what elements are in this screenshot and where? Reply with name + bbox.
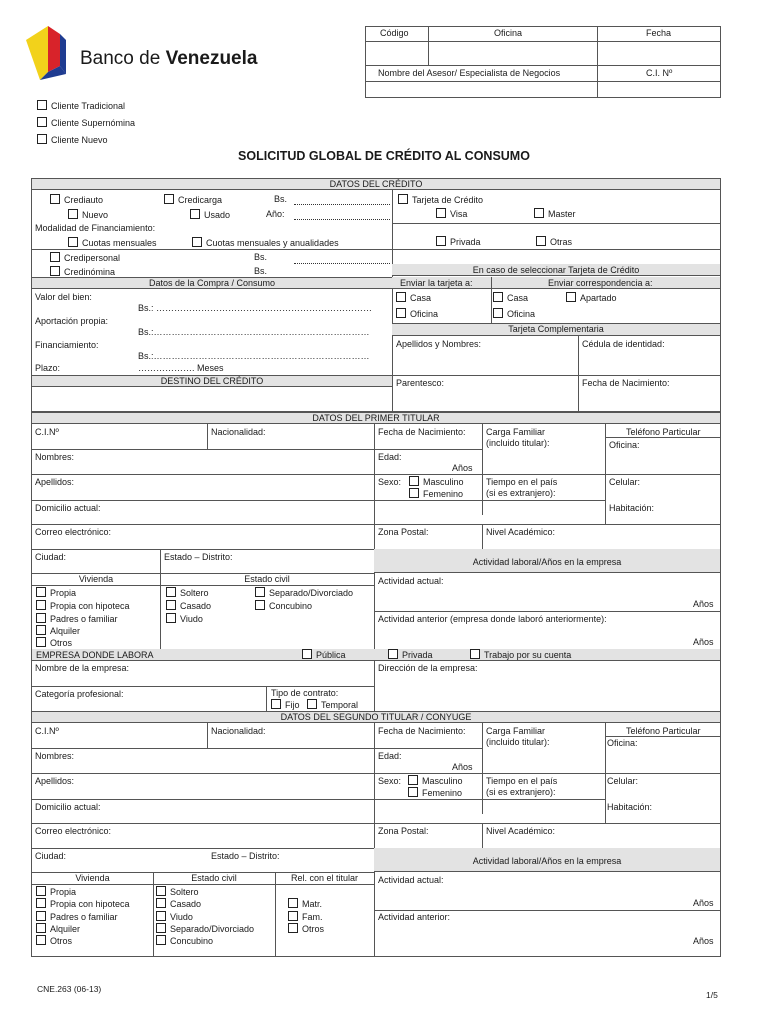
- financiamiento-field[interactable]: Bs.:………………………………………………………………: [138, 351, 370, 361]
- civil-concubino[interactable]: Concubino: [255, 600, 312, 611]
- nacionalidad-label-2: Nacionalidad:: [211, 726, 266, 736]
- bs-field[interactable]: [294, 204, 390, 205]
- civil-casado[interactable]: Casado: [166, 600, 211, 611]
- civil-viudo-2[interactable]: Viudo: [156, 911, 193, 922]
- checkbox[interactable]: [166, 600, 176, 610]
- rel-otros[interactable]: Otros: [288, 923, 324, 934]
- checkbox[interactable]: [68, 237, 78, 247]
- credipersonal-option[interactable]: Credipersonal: [50, 252, 120, 263]
- act-actual-anos: Años: [693, 599, 714, 609]
- checkbox[interactable]: [50, 194, 60, 204]
- vivienda-propia-2[interactable]: Propia: [36, 886, 76, 897]
- checkbox[interactable]: [493, 308, 503, 318]
- checkbox[interactable]: [164, 194, 174, 204]
- ciudad-label: Ciudad:: [35, 552, 67, 562]
- civil-casado-2[interactable]: Casado: [156, 898, 201, 909]
- nombres-label-2: Nombres:: [35, 751, 75, 761]
- primer-titular-section: [31, 412, 721, 712]
- empresa-cuenta[interactable]: Trabajo por su cuenta: [470, 649, 571, 660]
- checkbox[interactable]: [36, 625, 46, 635]
- vivienda-hipoteca-2[interactable]: Propia con hipoteca: [36, 898, 130, 909]
- rel-titular-header: Rel. con el titular: [290, 873, 359, 883]
- segundo-header: DATOS DEL SEGUNDO TITULAR / CONYUGE: [32, 712, 720, 723]
- civil-concubino-2[interactable]: Concubino: [156, 935, 213, 946]
- modalidad-label: Modalidad de Financiamiento:: [35, 223, 156, 233]
- credicarga-option[interactable]: Credicarga: [164, 194, 222, 205]
- zona-label-2: Zona Postal:: [378, 826, 429, 836]
- telefono-label: Teléfono Particular: [626, 427, 701, 437]
- bs-label-3: Bs.: [254, 266, 268, 276]
- checkbox[interactable]: [156, 898, 166, 908]
- checkbox[interactable]: [36, 600, 46, 610]
- tiempo-label-4: (si es extranjero):: [486, 787, 556, 797]
- checkbox[interactable]: [156, 923, 166, 933]
- edad-label: Edad:: [378, 452, 402, 462]
- office-asesor-label: Nombre del Asesor/ Especialista de Negocios: [378, 68, 561, 78]
- masculino-option[interactable]: Masculino: [409, 476, 464, 487]
- checkbox[interactable]: [288, 911, 298, 921]
- estado-label: Estado – Distrito:: [164, 552, 233, 562]
- vivienda-alquiler-2[interactable]: Alquiler: [36, 923, 80, 934]
- femenino-option-2[interactable]: Femenino: [408, 787, 462, 798]
- correo-label: Correo electrónico:: [35, 527, 112, 537]
- tel-oficina-label: Oficina:: [609, 440, 640, 450]
- comp-fecha-nac-label: Fecha de Nacimiento:: [582, 378, 670, 388]
- contrato-temporal[interactable]: Temporal: [307, 699, 358, 710]
- contrato-fijo[interactable]: Fijo: [271, 699, 300, 710]
- checkbox[interactable]: [409, 488, 419, 498]
- aportacion-label: Aportación propia:: [35, 316, 109, 326]
- rel-matr[interactable]: Matr.: [288, 898, 322, 909]
- vivienda-header-2: Vivienda: [75, 873, 110, 883]
- checkbox[interactable]: [436, 236, 446, 246]
- checkbox[interactable]: [37, 134, 47, 144]
- vivienda-padres-2[interactable]: Padres o familiar: [36, 911, 118, 922]
- apellidos-label-2: Apellidos:: [35, 776, 75, 786]
- vivienda-otros[interactable]: Otros: [36, 637, 72, 648]
- checkbox[interactable]: [37, 100, 47, 110]
- vivienda-padres[interactable]: Padres o familiar: [36, 613, 118, 624]
- fecha-nac-label-2: Fecha de Nacimiento:: [378, 726, 466, 736]
- checkbox[interactable]: [436, 208, 446, 218]
- segundo-titular-section: [31, 711, 721, 957]
- habitacion-label: Habitación:: [609, 503, 655, 513]
- ci-label-2: C.I.Nº: [35, 726, 59, 736]
- checkbox[interactable]: [255, 600, 265, 610]
- vivienda-otros-2[interactable]: Otros: [36, 935, 72, 946]
- checkbox[interactable]: [50, 266, 60, 276]
- checkbox[interactable]: [388, 649, 398, 659]
- checkbox[interactable]: [36, 898, 46, 908]
- nuevo-option[interactable]: Nuevo: [68, 209, 108, 220]
- checkbox[interactable]: [50, 252, 60, 262]
- checkbox[interactable]: [255, 587, 265, 597]
- comp-apellidos-label: Apellidos y Nombres:: [396, 339, 482, 349]
- form-code: CNE.263 (06-13): [37, 984, 102, 994]
- habitacion-label-2: Habitación:: [607, 802, 653, 812]
- carga-label-2: (incluido titular):: [486, 438, 550, 448]
- bank-name: [80, 48, 257, 70]
- office-codigo-label: Código: [380, 28, 409, 38]
- edad-label-2: Edad:: [378, 751, 402, 761]
- checkbox[interactable]: [408, 775, 418, 785]
- estado-civil-header-2: Estado civil: [191, 873, 237, 883]
- celular-label: Celular:: [609, 477, 641, 487]
- bs-field-2[interactable]: [294, 263, 390, 264]
- civil-viudo[interactable]: Viudo: [166, 613, 203, 624]
- act-actual-anos-2: Años: [693, 898, 714, 908]
- checkbox[interactable]: [536, 236, 546, 246]
- privada-option[interactable]: Privada: [436, 236, 481, 247]
- client-type-tradicional[interactable]: Cliente Tradicional: [37, 100, 125, 111]
- crediauto-option[interactable]: Crediauto: [50, 194, 103, 205]
- checkbox[interactable]: [36, 613, 46, 623]
- estado-civil-header: Estado civil: [244, 574, 290, 584]
- edad-anos-label: Años: [452, 463, 473, 473]
- financiamiento-label: Financiamiento:: [35, 340, 99, 350]
- credito-header: DATOS DEL CRÉDITO: [32, 179, 720, 190]
- empresa-publica[interactable]: Pública: [302, 649, 346, 660]
- checkbox[interactable]: [36, 911, 46, 921]
- civil-separado-2[interactable]: Separado/Divorciado: [156, 923, 254, 934]
- vivienda-alquiler[interactable]: Alquiler: [36, 625, 80, 636]
- act-anterior-anos: Años: [693, 637, 714, 647]
- complementaria-header: Tarjeta Complementaria: [508, 324, 604, 334]
- destino-header: DESTINO DEL CRÉDITO: [160, 376, 264, 386]
- aportacion-field[interactable]: Bs.:………………………………………………………………: [138, 327, 370, 337]
- carga-label: Carga Familiar: [486, 427, 546, 437]
- enviar-tarjeta-label: Enviar la tarjeta a:: [400, 278, 473, 288]
- checkbox[interactable]: [288, 898, 298, 908]
- otras-option[interactable]: Otras: [536, 236, 572, 247]
- checkbox[interactable]: [156, 886, 166, 896]
- valor-field[interactable]: Bs.: ………………………………………………………………: [138, 303, 373, 313]
- civil-separado[interactable]: Separado/Divorciado: [255, 587, 353, 598]
- vivienda-propia[interactable]: Propia: [36, 587, 76, 598]
- primer-header: DATOS DEL PRIMER TITULAR: [32, 413, 720, 424]
- direccion-empresa-label: Dirección de la empresa:: [378, 663, 478, 673]
- checkbox[interactable]: [534, 208, 544, 218]
- checkbox[interactable]: [37, 117, 47, 127]
- bs-label-2: Bs.: [254, 252, 268, 262]
- nombres-label: Nombres:: [35, 452, 75, 462]
- checkbox[interactable]: [68, 209, 78, 219]
- checkbox[interactable]: [470, 649, 480, 659]
- page-title: SOLICITUD GLOBAL DE CRÉDITO AL CONSUMO: [238, 149, 530, 163]
- comp-parentesco-label: Parentesco:: [396, 378, 445, 388]
- visa-option[interactable]: Visa: [436, 208, 467, 219]
- client-type-nuevo[interactable]: Cliente Nuevo: [37, 134, 108, 145]
- anio-label: Año:: [266, 209, 285, 219]
- office-fecha-label: Fecha: [646, 28, 672, 38]
- empresa-privada[interactable]: Privada: [388, 649, 433, 660]
- checkbox[interactable]: [271, 699, 281, 709]
- office-oficina-label: Oficina: [494, 28, 523, 38]
- tarjeta-casa-option[interactable]: Casa: [396, 292, 431, 303]
- bank-logo-icon: [26, 26, 74, 80]
- tarjeta-oficina-option[interactable]: Oficina: [396, 308, 438, 319]
- checkbox[interactable]: [396, 292, 406, 302]
- plazo-field[interactable]: ………………. Meses: [138, 363, 224, 373]
- checkbox[interactable]: [156, 911, 166, 921]
- checkbox[interactable]: [156, 935, 166, 945]
- sexo-label-2: Sexo:: [378, 776, 402, 786]
- correo-label-2: Correo electrónico:: [35, 826, 112, 836]
- checkbox[interactable]: [396, 308, 406, 318]
- actividad-header: Actividad laboral/Años en la empresa: [472, 557, 622, 567]
- vivienda-hipoteca[interactable]: Propia con hipoteca: [36, 600, 130, 611]
- checkbox[interactable]: [36, 637, 46, 647]
- comp-cedula-label: Cédula de identidad:: [582, 339, 665, 349]
- corresp-apartado-option[interactable]: Apartado: [566, 292, 617, 303]
- act-anterior-label: Actividad anterior (empresa donde laboró anteriormente):: [378, 614, 607, 624]
- checkbox[interactable]: [398, 194, 408, 204]
- civil-soltero-2[interactable]: Soltero: [156, 886, 199, 897]
- rel-fam[interactable]: Fam.: [288, 911, 323, 922]
- bank-logo: [26, 26, 74, 80]
- carga-label-4: (incluido titular):: [486, 737, 550, 747]
- checkbox[interactable]: [302, 649, 312, 659]
- ciudad-label-2: Ciudad:: [35, 851, 67, 861]
- corresp-casa-option[interactable]: Casa: [493, 292, 528, 303]
- credito-section: [31, 178, 721, 412]
- nivel-label-2: Nivel Académico:: [486, 826, 556, 836]
- caso-tarjeta-header: En caso de seleccionar Tarjeta de Crédito: [472, 265, 640, 275]
- actividad-header-2: Actividad laboral/Años en la empresa: [472, 856, 622, 866]
- apellidos-label: Apellidos:: [35, 477, 75, 487]
- master-option[interactable]: Master: [534, 208, 576, 219]
- ci-label: C.I.Nº: [35, 427, 59, 437]
- checkbox[interactable]: [192, 237, 202, 247]
- act-actual-label-2: Actividad actual:: [378, 875, 444, 885]
- celular-label-2: Celular:: [607, 776, 639, 786]
- office-ci-label: C.I. Nº: [646, 68, 673, 78]
- checkbox[interactable]: [288, 923, 298, 933]
- corresp-oficina-option[interactable]: Oficina: [493, 308, 535, 319]
- anio-field[interactable]: [294, 219, 390, 220]
- nombre-empresa-label: Nombre de la empresa:: [35, 663, 130, 673]
- cuotas-option[interactable]: Cuotas mensuales: [68, 237, 157, 248]
- page-number: 1/5: [706, 990, 718, 1000]
- cuotas-anual-option[interactable]: Cuotas mensuales y anualidades: [192, 237, 339, 248]
- bank-name-prefix: Banco de: [80, 48, 166, 69]
- carga-label-3: Carga Familiar: [486, 726, 546, 736]
- masculino-option-2[interactable]: Masculino: [408, 775, 463, 786]
- checkbox[interactable]: [408, 787, 418, 797]
- estado-label-2: Estado – Distrito:: [211, 851, 280, 861]
- checkbox[interactable]: [307, 699, 317, 709]
- checkbox[interactable]: [36, 587, 46, 597]
- valor-label: Valor del bien:: [35, 292, 92, 302]
- domicilio-label-2: Domicilio actual:: [35, 802, 101, 812]
- bs-label: Bs.: [274, 194, 288, 204]
- checkbox[interactable]: [36, 923, 46, 933]
- nivel-label: Nivel Académico:: [486, 527, 556, 537]
- tiempo-label: Tiempo en el país: [486, 477, 558, 487]
- bank-name-bold: Venezuela: [165, 48, 258, 69]
- nacionalidad-label: Nacionalidad:: [211, 427, 266, 437]
- checkbox[interactable]: [409, 476, 419, 486]
- tarjeta-option[interactable]: Tarjeta de Crédito: [398, 194, 483, 205]
- vivienda-header: Vivienda: [78, 574, 114, 584]
- empresa-header: EMPRESA DONDE LABORA: [36, 650, 154, 660]
- checkbox[interactable]: [493, 292, 503, 302]
- checkbox[interactable]: [36, 935, 46, 945]
- tel-oficina-label-2: Oficina:: [607, 738, 638, 748]
- categoria-label: Categoría profesional:: [35, 689, 124, 699]
- edad-anos-label-2: Años: [452, 762, 473, 772]
- checkbox[interactable]: [166, 587, 176, 597]
- office-table: [365, 26, 721, 98]
- civil-soltero[interactable]: Soltero: [166, 587, 209, 598]
- act-anterior-anos-2: Años: [693, 936, 714, 946]
- act-actual-label: Actividad actual:: [378, 576, 444, 586]
- compra-header: Datos de la Compra / Consumo: [148, 278, 276, 288]
- checkbox[interactable]: [166, 613, 176, 623]
- femenino-option[interactable]: Femenino: [409, 488, 463, 499]
- plazo-label: Plazo:: [35, 363, 61, 373]
- checkbox[interactable]: [566, 292, 576, 302]
- tiempo-label-3: Tiempo en el país: [486, 776, 558, 786]
- tipo-contrato-label: Tipo de contrato:: [271, 688, 339, 698]
- zona-label: Zona Postal:: [378, 527, 429, 537]
- checkbox[interactable]: [36, 886, 46, 896]
- client-type-supernomina[interactable]: Cliente Supernómina: [37, 117, 135, 128]
- usado-option[interactable]: Usado: [190, 209, 230, 220]
- telefono-label-2: Teléfono Particular: [626, 726, 701, 736]
- checkbox[interactable]: [190, 209, 200, 219]
- sexo-label: Sexo:: [378, 477, 402, 487]
- enviar-corresp-label: Enviar correspondencia a:: [548, 278, 653, 288]
- act-anterior-label-2: Actividad anterior:: [378, 912, 451, 922]
- domicilio-label: Domicilio actual:: [35, 503, 101, 513]
- credinomina-option[interactable]: Credinómina: [50, 266, 115, 277]
- tiempo-label-2: (si es extranjero):: [486, 488, 556, 498]
- fecha-nac-label: Fecha de Nacimiento:: [378, 427, 466, 437]
